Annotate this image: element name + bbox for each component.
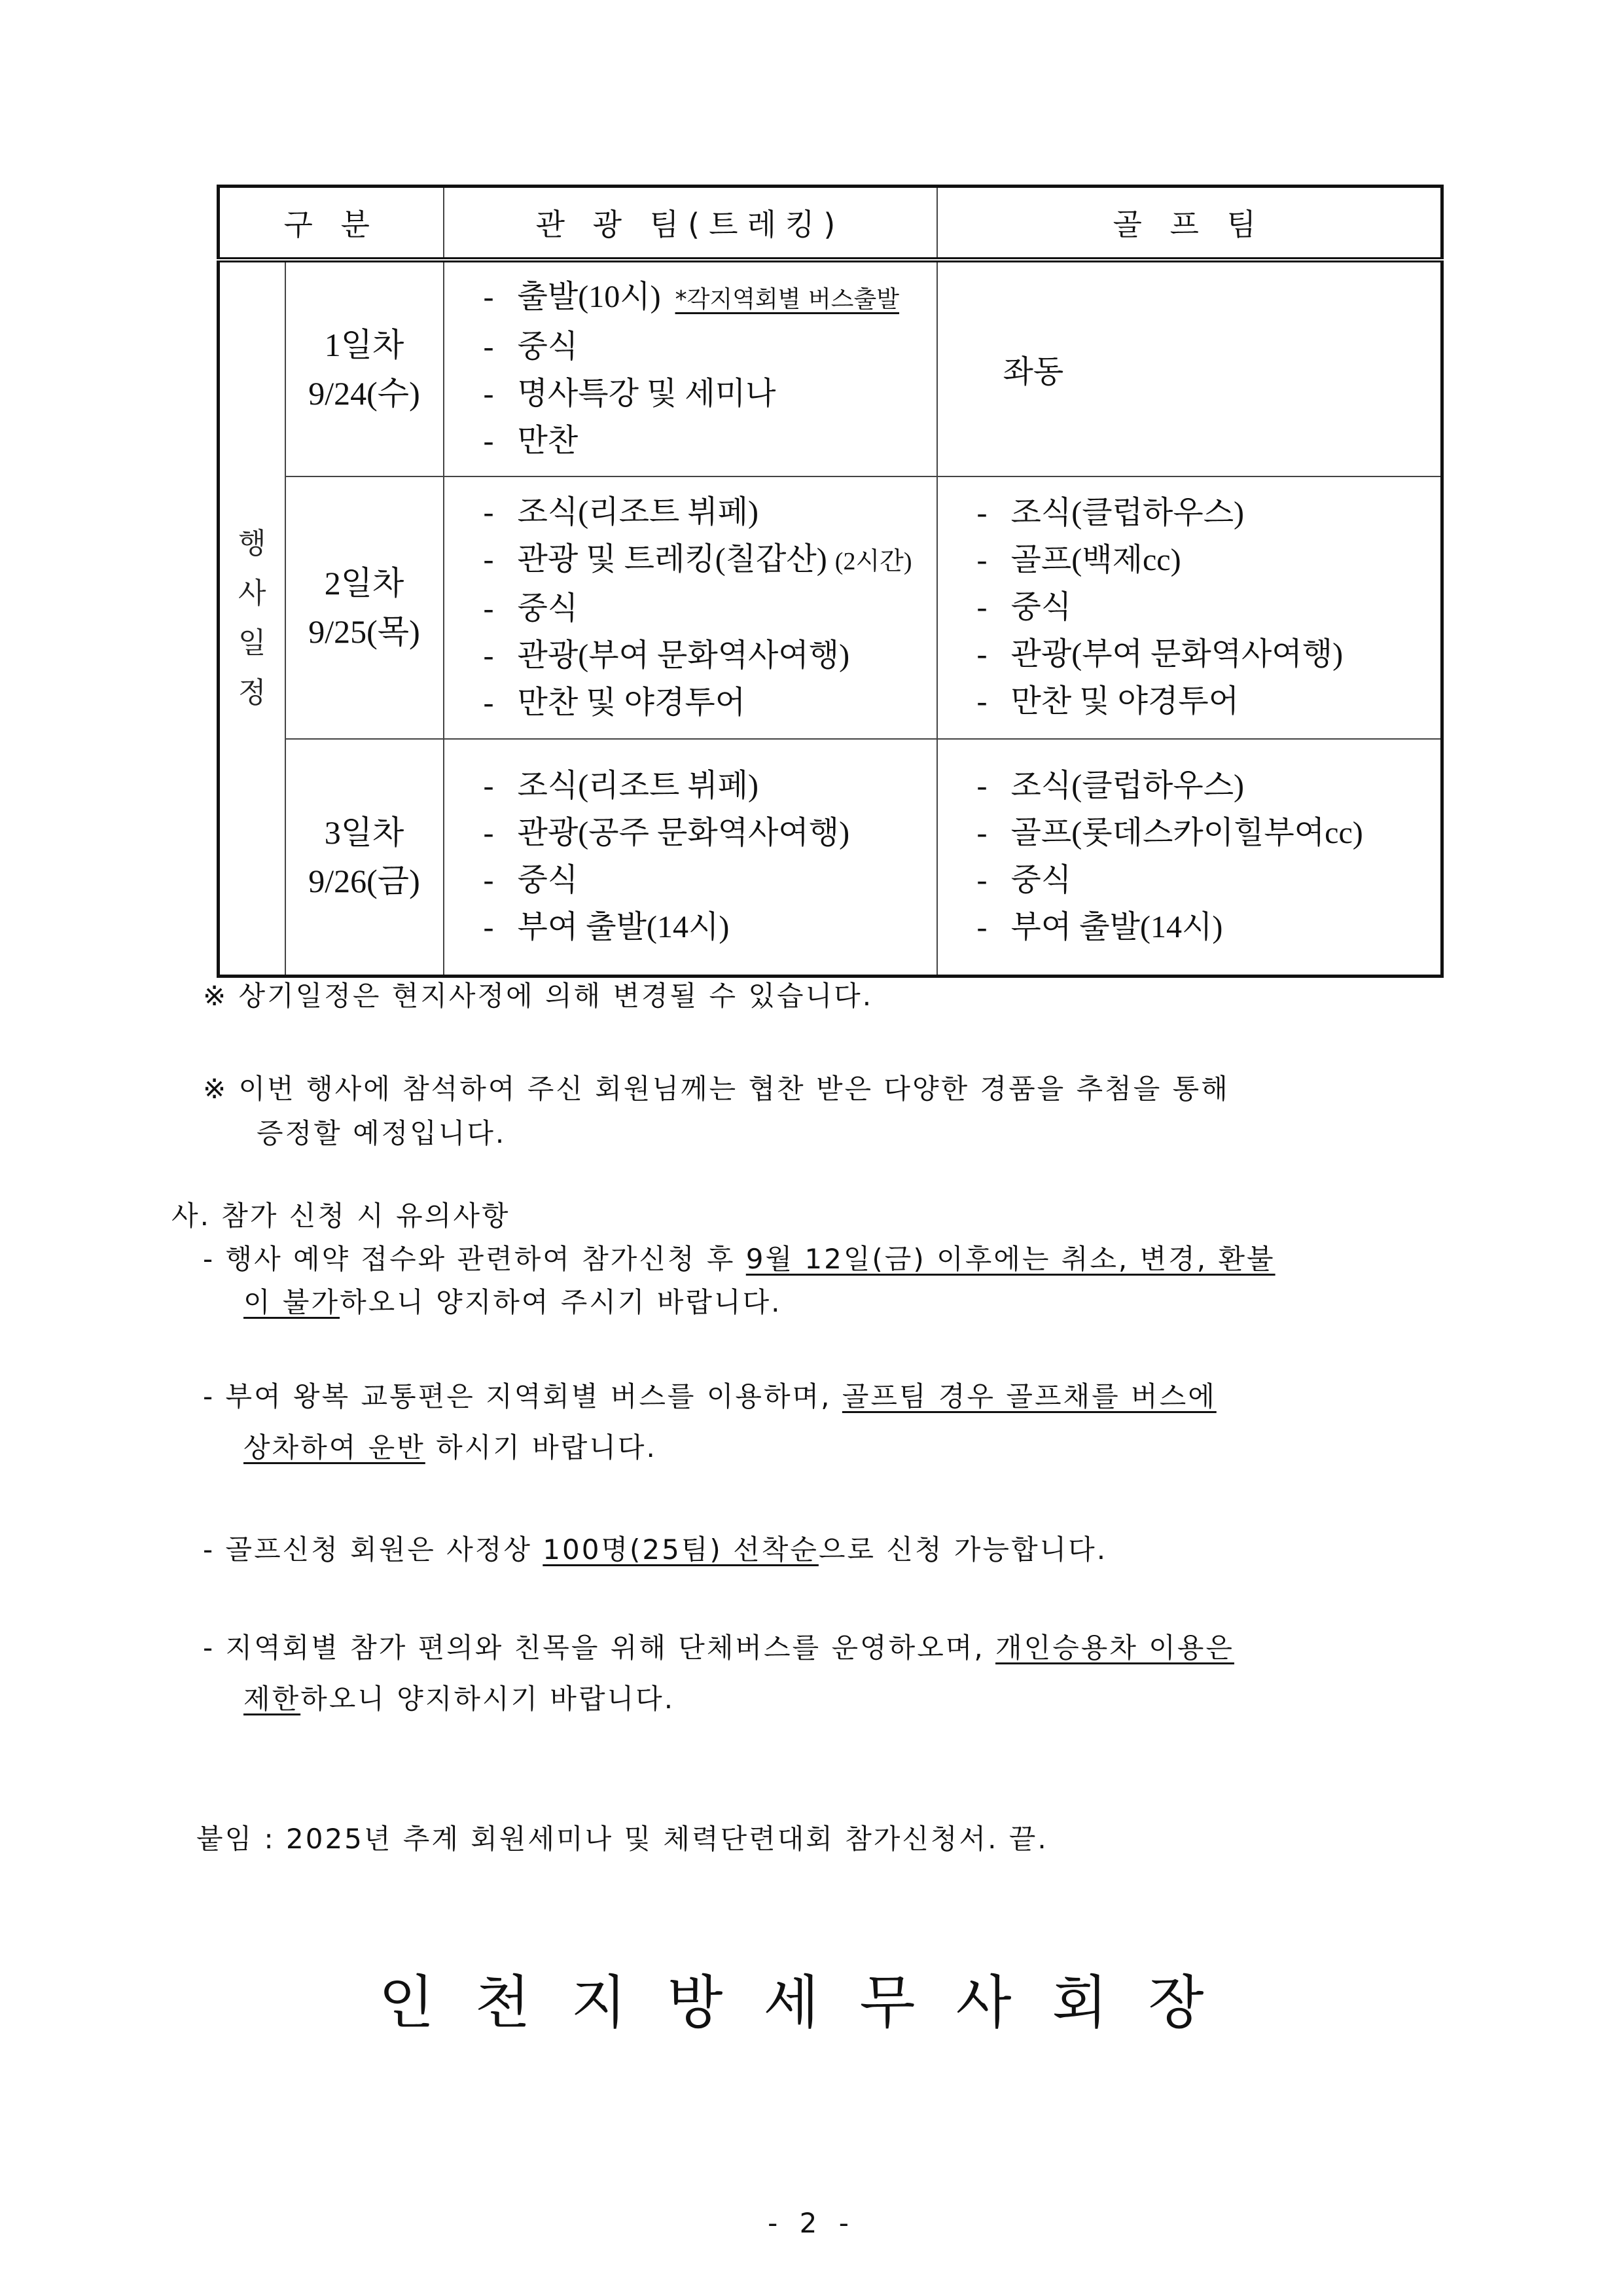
caution-item4-line2: 제한하오니 양지하시기 바랍니다.	[243, 1683, 675, 1715]
list-item: - 골프(롯데스카이힐부여cc)	[976, 816, 1363, 851]
list-item: - 중식	[976, 590, 1072, 625]
caution-item2-line1: - 부여 왕복 교통편은 지역회별 버스를 이용하며, 골프팀 경우 골프채를 버스에	[203, 1380, 1217, 1412]
list-item: - 부여 출발(14시)	[976, 910, 1223, 945]
prize-note-line1: ※ 이번 행사에 참석하여 주신 회원님께는 협찬 받은 다양한 경품을 추첨을 통해	[203, 1073, 1230, 1105]
day-date: 9/25(목)	[308, 613, 420, 651]
caution-item2-line2: 상차하여 운반 하시기 바랍니다.	[243, 1431, 657, 1463]
table-row-day3	[219, 739, 1442, 977]
list-item: - 중식	[483, 863, 579, 898]
signature-title: 인천지방세무사회장	[378, 1969, 1245, 2036]
day2-golf-list	[937, 476, 1442, 739]
bus-note: *각지역회별 버스출발	[675, 285, 900, 313]
day-label: 2일차	[324, 565, 404, 602]
attachment-line: 붙임 : 2025년 추계 회원세미나 및 체력단련대회 참가신청서. 끝.	[196, 1823, 1048, 1855]
caution-item1-line2: 이 불가하오니 양지하여 주시기 바랍니다.	[243, 1286, 782, 1318]
list-item: - 만찬 및 야경투어	[976, 684, 1240, 719]
list-item: - 만찬 및 야경투어	[483, 685, 746, 720]
list-item: - 관광(공주 문화역사여행)	[483, 816, 850, 851]
list-item: - 관광(부여 문화역사여행)	[483, 637, 850, 673]
caution-item4-line1: - 지역회별 참가 편의와 친목을 위해 단체버스를 운영하오며, 개인승용차 이용은	[203, 1632, 1234, 1664]
day3-golf-list	[937, 739, 1442, 977]
table-header-row	[219, 187, 1442, 260]
list-item: - 중식	[976, 863, 1072, 898]
caution-item1-line1: - 행사 예약 접수와 관련하여 참가신청 후 9월 12일(금) 이후에는 취소, 변경, 환불	[203, 1243, 1275, 1275]
list-item: - 조식(리조트 뷔페)	[483, 768, 759, 804]
list-item: - 부여 출발(14시)	[483, 910, 730, 945]
list-item: - 관광(부여 문화역사여행)	[976, 637, 1344, 672]
list-item: - 조식(리조트 뷔페)	[483, 494, 759, 529]
table-row-day1	[219, 260, 1442, 476]
day1-golf-cell: 좌동	[937, 260, 1442, 476]
list-item: - 골프(백제cc)	[976, 543, 1181, 578]
list-item: - 명사특강 및 세미나	[483, 376, 776, 411]
page-number: - 2 -	[768, 2207, 855, 2239]
list-item: - 출발(10시) *각지역회별 버스출발	[483, 279, 900, 314]
day-label: 1일차	[324, 326, 404, 363]
day3-tour-list	[444, 739, 937, 977]
list-item: - 만찬	[483, 423, 579, 458]
list-item: - 중식	[483, 590, 579, 626]
day-date: 9/26(금)	[308, 863, 420, 900]
day1-cell	[285, 260, 444, 476]
header-golf-team: 골 프 팀	[937, 187, 1442, 260]
day-label: 3일차	[324, 814, 404, 852]
day2-cell	[285, 476, 444, 739]
day2-tour-list	[444, 476, 937, 739]
list-item: - 관광 및 트레킹(칠갑산) (2시간)	[483, 541, 912, 577]
caution-heading: 사. 참가 신청 시 유의사항	[171, 1200, 510, 1232]
header-category: 구 분	[219, 187, 444, 260]
day1-tour-list	[444, 260, 937, 476]
event-schedule-label: 행 사 일 정	[219, 260, 285, 977]
list-item: - 중식	[483, 329, 579, 364]
prize-note-line2: 증정할 예정입니다.	[257, 1117, 507, 1149]
schedule-table	[217, 185, 1444, 978]
list-item: - 조식(클럽하우스)	[976, 495, 1245, 531]
schedule-change-note: ※ 상기일정은 현지사정에 의해 변경될 수 있습니다.	[203, 980, 874, 1012]
list-item: - 조식(클럽하우스)	[976, 768, 1245, 804]
day3-cell	[285, 739, 444, 977]
table-row-day2	[219, 476, 1442, 739]
caution-item3: - 골프신청 회원은 사정상 100명(25팀) 선착순으로 신청 가능합니다.	[203, 1534, 1108, 1566]
header-tour-team: 관 광 팀(트레킹)	[444, 187, 937, 260]
day-date: 9/24(수)	[308, 374, 420, 412]
